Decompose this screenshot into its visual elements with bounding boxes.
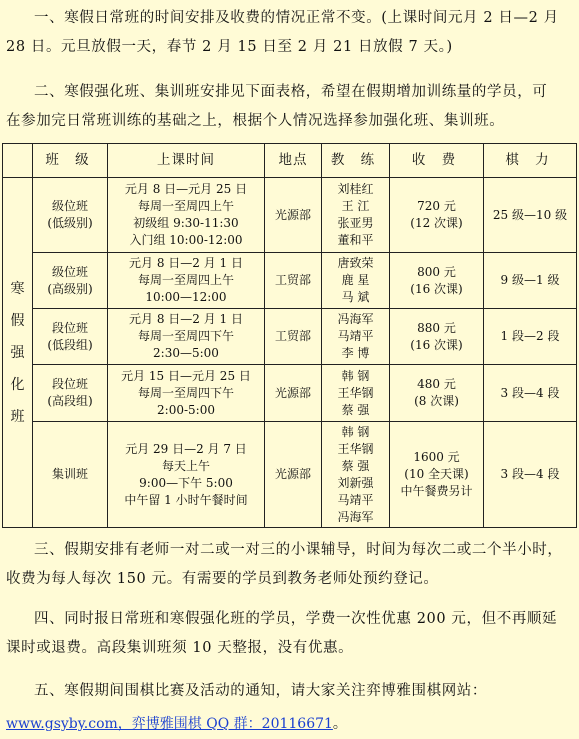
cell-time <box>108 422 265 528</box>
header-class: 班 级 <box>33 144 108 178</box>
cell-line: (10 全天课) <box>404 467 469 481</box>
cell-line: (高段组) <box>47 394 93 408</box>
paragraph-1-line-2: 28 日。元旦放假一天，春节 2 月 15 日至 2 月 21 日放假 7 天。) <box>6 39 453 55</box>
cell-line: 每周一至周四下午 <box>137 329 234 343</box>
cell-time <box>108 309 265 365</box>
cell-line: 韩 钢 <box>341 368 370 383</box>
cell-line: 9:00—下午 5:00 <box>139 475 233 490</box>
cell-line: 每周一至周四上午 <box>137 199 234 213</box>
cell-place: 光源部 <box>265 365 322 422</box>
table-header-row <box>3 144 577 178</box>
paragraph-3-line-1: 三、假期安排有老师一对二或一对三的小课辅导，时间为每次二或二个半小时， <box>34 542 563 558</box>
cell-class <box>33 253 108 309</box>
cell-line: 级位班 <box>51 199 88 213</box>
cell-coach <box>322 178 390 253</box>
side-label-char: 假 <box>10 312 25 329</box>
cell-time <box>108 178 265 253</box>
paragraph-4-line-1: 四、同时报日常班和寒假强化班的学员，学费一次性优惠 200 元，但不再顺延 <box>34 611 558 627</box>
cell-coach <box>322 309 390 365</box>
paragraph-5 <box>6 677 573 706</box>
cell-line: (高级别) <box>47 281 93 296</box>
cell-place: 工贸部 <box>265 253 322 309</box>
cell-line: 李 博 <box>341 346 370 360</box>
paragraph-4-line-2: 课时或退费。高段集训班须 10 天整报，没有优惠。 <box>6 640 354 656</box>
cell-line: 段位班 <box>51 377 88 391</box>
cell-line: 入门组 10:00-12:00 <box>129 233 243 247</box>
side-label-char: 化 <box>10 376 25 393</box>
cell-level: 1 段—2 段 <box>484 309 577 365</box>
cell-line: 元月 8 日—2 月 1 日 <box>129 312 243 326</box>
cell-line: 800 元 <box>417 264 456 279</box>
cell-line: 张亚男 <box>337 216 374 230</box>
cell-place: 光源部 <box>265 178 322 253</box>
cell-fee <box>390 309 484 365</box>
table-row <box>3 422 577 528</box>
table-row <box>3 178 577 253</box>
header-corner <box>3 144 33 178</box>
cell-coach <box>322 365 390 422</box>
cell-level: 9 级—1 级 <box>484 253 577 309</box>
cell-line: (16 次课) <box>410 337 463 352</box>
cell-class <box>33 309 108 365</box>
cell-line: 10:00—12:00 <box>145 290 227 304</box>
cell-line: (8 次课) <box>414 394 459 408</box>
paragraph-3 <box>6 536 573 594</box>
cell-class <box>33 422 108 528</box>
cell-line: 级位班 <box>51 264 88 279</box>
cell-line: 880 元 <box>417 320 456 335</box>
cell-line: 马靖平 <box>337 492 374 507</box>
cell-line: 冯海军 <box>337 312 374 326</box>
cell-line: 蔡 强 <box>341 402 370 417</box>
side-label-char: 寒 <box>10 280 25 297</box>
paragraph-1-line-1: 一、寒假日常班的时间安排及收费的情况正常不变。(上课时间元月 2 日—2 月 <box>34 10 559 26</box>
website-line-tail: 。 <box>332 716 347 732</box>
cell-line: 每周一至周四上午 <box>137 273 234 287</box>
cell-line: 中午餐费另计 <box>400 484 473 498</box>
cell-line: (16 次课) <box>410 281 463 296</box>
cell-time <box>108 365 265 422</box>
cell-class <box>33 365 108 422</box>
website-qq-link[interactable]: www.gsyby.com，弈博雅围棋 QQ 群：20116671 <box>6 716 333 732</box>
schedule-table <box>2 143 577 528</box>
paragraph-1 <box>6 4 573 62</box>
cell-line: 中午留 1 小时午餐时间 <box>124 492 248 507</box>
side-label-char: 强 <box>10 344 25 361</box>
cell-line: (低级别) <box>47 216 93 230</box>
cell-class <box>33 178 108 253</box>
cell-fee <box>390 422 484 528</box>
cell-line: 马靖平 <box>337 329 374 343</box>
header-level: 棋 力 <box>484 144 577 178</box>
paragraph-2 <box>6 78 573 136</box>
cell-line: 唐致荣 <box>337 256 374 270</box>
cell-line: 2:30—5:00 <box>153 346 219 360</box>
cell-line: 蔡 强 <box>341 458 370 473</box>
cell-line: 王华钢 <box>337 441 374 456</box>
paragraph-2-line-2: 在参加完日常班训练的基础之上，根据个人情况选择参加强化班、集训班。 <box>6 113 505 129</box>
cell-line: 每周一至周四下午 <box>137 385 234 400</box>
cell-place: 工贸部 <box>265 309 322 365</box>
website-line <box>6 713 347 733</box>
table-row <box>3 309 577 365</box>
cell-time <box>108 253 265 309</box>
header-coach: 教 练 <box>322 144 390 178</box>
cell-coach <box>322 422 390 528</box>
cell-line: (低段组) <box>47 337 93 352</box>
cell-line: 初级组 9:30-11:30 <box>133 216 239 230</box>
cell-fee <box>390 365 484 422</box>
table-row <box>3 365 577 422</box>
cell-line: 冯海军 <box>337 509 374 524</box>
cell-coach <box>322 253 390 309</box>
side-label-char: 班 <box>10 408 25 425</box>
cell-line: 元月 8 日—2 月 1 日 <box>129 256 243 270</box>
cell-line: 鹿 星 <box>341 273 370 287</box>
cell-fee <box>390 178 484 253</box>
table-row <box>3 253 577 309</box>
header-fee: 收 费 <box>390 144 484 178</box>
cell-level: 3 段—4 段 <box>484 365 577 422</box>
cell-line: 1600 元 <box>413 450 460 464</box>
cell-fee <box>390 253 484 309</box>
paragraph-2-line-1: 二、寒假强化班、集训班安排见下面表格，希望在假期增加训练量的学员，可 <box>34 84 548 100</box>
cell-level: 3 段—4 段 <box>484 422 577 528</box>
paragraph-3-line-2: 收费为每人每次 150 元。有需要的学员到教务老师处预约登记。 <box>6 571 439 587</box>
header-time: 上课时间 <box>108 144 265 178</box>
cell-line: 元月 8 日—元月 25 日 <box>124 182 248 196</box>
paragraph-5-line-1: 五、寒假期间围棋比赛及活动的通知，请大家关注弈博雅围棋网站： <box>34 683 487 699</box>
cell-line: 集训班 <box>51 467 88 481</box>
cell-line: 元月 15 日—元月 25 日 <box>121 368 251 383</box>
cell-line: 段位班 <box>51 320 88 335</box>
header-place: 地点 <box>265 144 322 178</box>
cell-line: 董和平 <box>337 233 374 247</box>
cell-line: 2:00-5:00 <box>157 402 215 417</box>
cell-line: 刘新强 <box>337 475 374 490</box>
cell-line: 韩 钢 <box>341 424 370 439</box>
cell-line: 720 元 <box>417 199 456 213</box>
cell-line: 480 元 <box>417 377 456 391</box>
cell-line: 每天上午 <box>161 458 210 473</box>
paragraph-4 <box>6 605 573 663</box>
cell-line: 王 江 <box>341 199 370 213</box>
cell-line: 刘桂红 <box>337 182 374 196</box>
side-label <box>3 178 33 528</box>
cell-place: 光源部 <box>265 422 322 528</box>
cell-line: 元月 29 日—2 月 7 日 <box>125 441 247 456</box>
cell-line: 王华钢 <box>337 385 374 400</box>
cell-line: (12 次课) <box>410 216 463 230</box>
cell-line: 马 斌 <box>341 290 370 304</box>
cell-level: 25 级—10 级 <box>484 178 577 253</box>
